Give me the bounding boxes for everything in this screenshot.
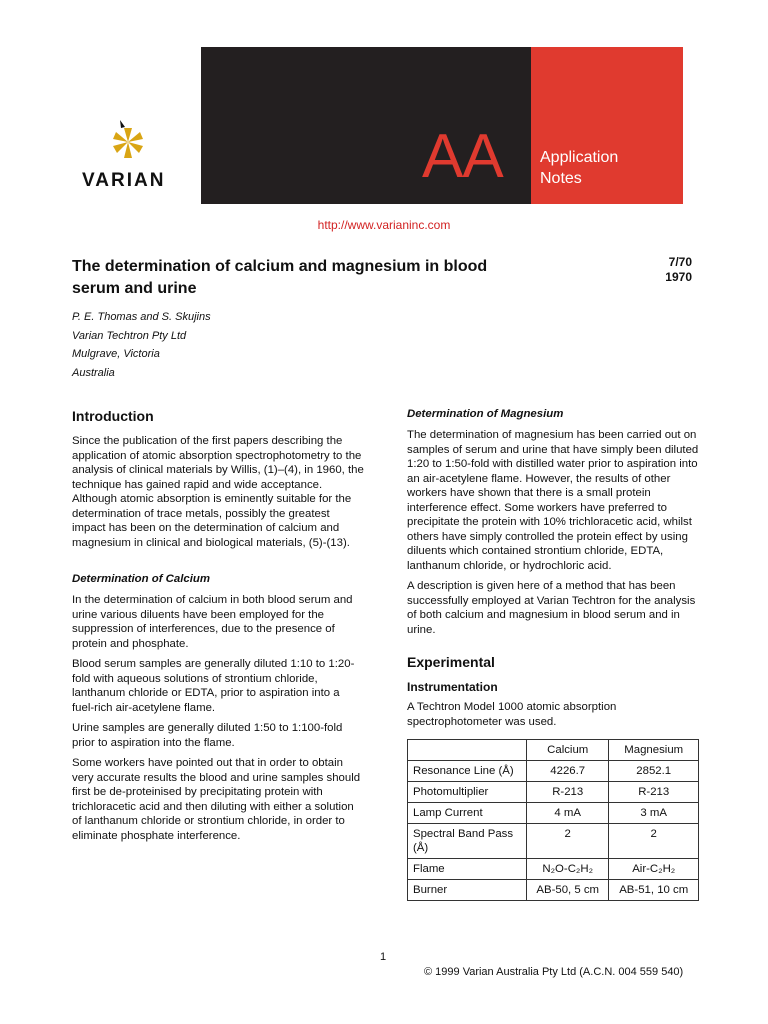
author-country: Australia	[72, 366, 115, 379]
table-header-cell: Calcium	[527, 740, 609, 761]
table-cell: Flame	[408, 859, 527, 880]
table-cell: Lamp Current	[408, 803, 527, 824]
calcium-paragraph-2: Blood serum samples are generally diluted 1:10 to 1:20-fold with aqueous solutions of strontium chloride, lanthanum chloride or EDTA, prior to aspiration into a fuel-rich air-acetylene flame.	[72, 658, 355, 714]
right-column	[407, 407, 699, 901]
table-cell: Spectral Band Pass (Å)	[408, 824, 527, 859]
table-header-cell	[408, 740, 527, 761]
table-header-cell: Magnesium	[609, 740, 699, 761]
table-row	[408, 761, 699, 782]
magnesium-heading: Determination of Magnesium	[407, 408, 564, 420]
table-cell: Resonance Line (Å)	[408, 761, 527, 782]
varian-wordmark: VARIAN	[82, 170, 166, 191]
table-header-row	[408, 740, 699, 761]
page-title: The determination of calcium and magnesium in blood serum and urine	[72, 258, 488, 297]
note-number: 7/70	[668, 255, 692, 269]
author-city: Mulgrave, Victoria	[72, 348, 160, 360]
copyright-notice: © 1999 Varian Australia Pty Ltd (A.C.N. 004 559 540)	[424, 966, 684, 978]
table-cell: 3 mA	[609, 803, 699, 824]
table-cell: Burner	[408, 880, 527, 901]
calcium-paragraph-4: Some workers have pointed out that in order to obtain very accurate results the blood and urine samples should first be de-proteinised by precipitating protein with trichloracetic acid and then diluting with either a solution of lanthanum chloride or strontium chloride, in order to eliminate phosphate interference.	[72, 757, 361, 842]
instrument-settings-table	[407, 739, 699, 901]
table-cell: R-213	[609, 782, 699, 803]
author-names: P. E. Thomas and S. Skujins	[72, 311, 211, 323]
calcium-paragraph-3: Urine samples are generally diluted 1:50 to 1:100-fold prior to aspiration into the flame.	[72, 722, 343, 749]
note-year: 1970	[665, 270, 692, 284]
aa-logo-text: AA	[422, 122, 503, 191]
document-number	[600, 255, 692, 285]
experimental-heading: Experimental	[407, 654, 495, 670]
table-cell: Air-C₂H₂	[609, 859, 699, 880]
instrumentation-heading: Instrumentation	[407, 680, 498, 694]
author-org: Varian Techtron Pty Ltd	[72, 329, 187, 342]
table-cell: AB-51, 10 cm	[609, 880, 699, 901]
varian-star-icon	[108, 118, 148, 162]
left-column	[72, 407, 364, 849]
calcium-paragraph-1: In the determination of calcium in both blood serum and urine various diluents have been employed for the suppression of interferences, due to the presence of protein and phosphate.	[72, 594, 353, 650]
table-cell: 2	[609, 824, 699, 859]
magnesium-paragraph-1: The determination of magnesium has been carried out on samples of serum and urine that have simply been diluted 1:20 to 1:50-fold with distilled water prior to aspiration into an air-acetylene flame. However, the results of other workers have shown that there is a small protein interference effect. Some workers have preferred to precipitate the protein with 10% trichloracetic acid, whilst others have simply controlled the protein effect by using diluents which contained strontium chloride, EDTA, lanthanum chloride, or hydrochloric acid.	[407, 429, 699, 572]
author-block	[72, 308, 211, 382]
table-cell: R-213	[527, 782, 609, 803]
page-number: 1	[380, 951, 387, 963]
table-cell: 2852.1	[609, 761, 699, 782]
website-link[interactable]: http://www.varianinc.com	[317, 218, 451, 232]
table-row	[408, 803, 699, 824]
table-cell: 4226.7	[527, 761, 609, 782]
table-row	[408, 859, 699, 880]
table-cell: 2	[527, 824, 609, 859]
table-row	[408, 880, 699, 901]
application-notes-line1: Application	[540, 149, 619, 166]
application-notes-label	[540, 147, 618, 189]
table-cell: N₂O-C₂H₂	[527, 859, 609, 880]
intro-paragraph: Since the publication of the first papers describing the application of atomic absorption spectrophotometry to the analysis of clinical materials by Willis, (1)–(4), in 1960, the technique has gained rapid and wide acceptance. Although atomic absorption is eminently suitable for the determination of trace metals, possibly the greatest impact has been on the determination of calcium and magnesium in clinical and biological materials, (5)-(13).	[72, 435, 364, 549]
table-row	[408, 782, 699, 803]
table-row	[408, 824, 699, 859]
table-cell: 4 mA	[527, 803, 609, 824]
magnesium-paragraph-2: A description is given here of a method that has been successfully employed at Varian Techtron for the analysis of both calcium and magnesium in blood serum and in urine.	[407, 580, 696, 636]
instrumentation-paragraph: A Techtron Model 1000 atomic absorption spectrophotometer was used.	[407, 701, 617, 728]
introduction-heading: Introduction	[72, 408, 154, 424]
calcium-heading: Determination of Calcium	[72, 573, 210, 585]
table-cell: AB-50, 5 cm	[527, 880, 609, 901]
application-notes-line2: Notes	[540, 170, 582, 187]
table-cell: Photomultiplier	[408, 782, 527, 803]
